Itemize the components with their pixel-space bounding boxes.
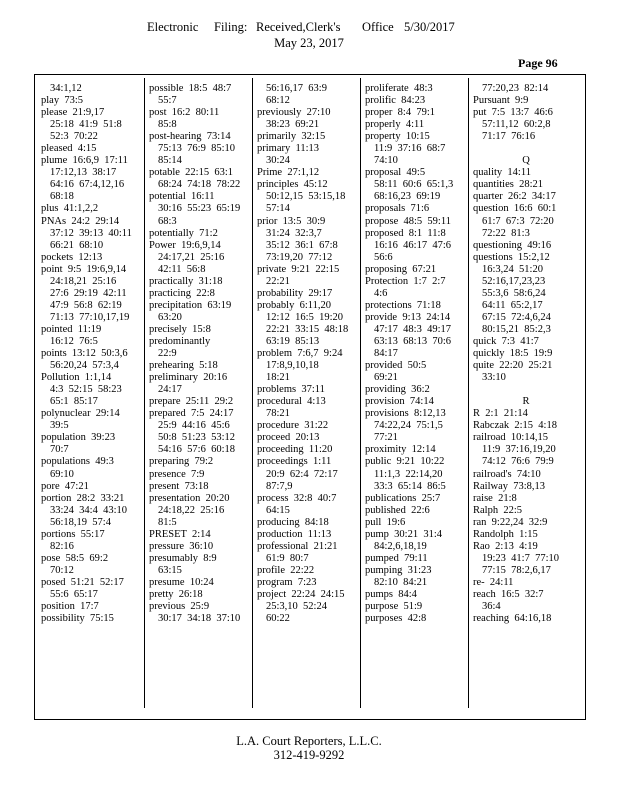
index-entry-continuation: 67:15 72:4,6,24 — [482, 311, 551, 323]
index-entry: portion 28:2 33:21 — [41, 492, 125, 504]
index-entry-continuation: 55:7 — [158, 95, 177, 107]
index-entry: proceed 20:13 — [257, 432, 320, 444]
stamp-filing: Filing: — [214, 20, 248, 34]
index-entry: pressure 36:10 — [149, 540, 214, 552]
index-entry-continuation: 54:16 57:6 60:18 — [158, 444, 236, 456]
index-entry-continuation: 35:12 36:1 67:8 — [266, 239, 338, 251]
index-entry: potential 16:11 — [149, 191, 215, 203]
index-entry: private 9:21 22:15 — [257, 263, 340, 275]
index-entry-continuation: 16:16 46:17 47:6 — [374, 239, 452, 251]
index-entry: Prime 27:1,12 — [257, 167, 320, 179]
index-entry: PRESET 2:14 — [149, 528, 211, 540]
index-entry: principles 45:12 — [257, 179, 328, 191]
index-entry: probably 6:11,20 — [257, 299, 331, 311]
index-entry: quality 14:11 — [473, 167, 531, 179]
index-entry: provide 9:13 24:14 — [365, 311, 451, 323]
index-entry-continuation: 80:15,21 85:2,3 — [482, 323, 551, 335]
index-letter-heading: Q — [522, 155, 530, 167]
index-entry-continuation: 24:18,21 25:16 — [50, 275, 117, 287]
index-entry: predominantly — [149, 335, 211, 347]
index-entry: raise 21:8 — [473, 492, 517, 504]
index-entry-continuation: 68:12 — [266, 95, 290, 107]
index-entry: reach 16:5 32:7 — [473, 588, 544, 600]
index-entry: pose 58:5 69:2 — [41, 552, 109, 564]
index-entry: R 2:1 21:14 — [473, 408, 528, 420]
index-entry: project 22:24 24:15 — [257, 588, 345, 600]
index-entry: PNAs 24:2 29:14 — [41, 215, 120, 227]
index-entry-continuation: 63:20 — [158, 311, 182, 323]
index-entry-continuation: 60:22 — [266, 613, 290, 625]
index-entry: prehearing 5:18 — [149, 360, 218, 372]
index-entry: pretty 26:18 — [149, 588, 203, 600]
index-entry-continuation: 63:19 85:13 — [266, 335, 320, 347]
index-entry: posed 51:21 52:17 — [41, 576, 124, 588]
index-entry-continuation: 20:9 62:4 72:17 — [266, 468, 338, 480]
index-entry: procedural 4:13 — [257, 396, 326, 408]
stamp-office: Office — [362, 20, 394, 34]
index-entry-continuation: 30:16 55:23 65:19 — [158, 203, 241, 215]
index-entry: preparing 79:2 — [149, 456, 214, 468]
index-entry-continuation: 70:7 — [50, 444, 69, 456]
index-entry: producing 84:18 — [257, 516, 329, 528]
index-entry: population 39:23 — [41, 432, 116, 444]
index-entry-continuation: 4:3 52:15 58:23 — [50, 384, 122, 396]
index-entry-continuation: 24:18,22 25:16 — [158, 504, 225, 516]
index-entry-continuation: 50:12,15 53:15,18 — [266, 191, 346, 203]
index-entry-continuation: 75:13 76:9 85:10 — [158, 143, 236, 155]
index-entry-continuation: 24:17,21 25:16 — [158, 251, 225, 263]
index-entry: point 9:5 19:6,9,14 — [41, 263, 127, 275]
index-entry: quickly 18:5 19:9 — [473, 348, 553, 360]
index-entry-continuation: 57:11,12 60:2,8 — [482, 119, 551, 131]
index-entry-continuation: 84:2,6,18,19 — [374, 540, 427, 552]
index-entry-continuation: 87:7,9 — [266, 480, 293, 492]
index-entry-continuation: 55:3,6 58:6,24 — [482, 287, 546, 299]
index-entry-continuation: 63:13 68:13 70:6 — [374, 335, 452, 347]
index-entry-continuation: 66:21 68:10 — [50, 239, 104, 251]
index-entry: problem 7:6,7 9:24 — [257, 348, 343, 360]
blank-line — [473, 143, 579, 155]
index-entry: purposes 42:8 — [365, 613, 427, 625]
stamp-electronic: Electronic — [147, 20, 199, 34]
index-entry: preliminary 20:16 — [149, 372, 228, 384]
index-entry: polynuclear 29:14 — [41, 408, 120, 420]
index-entry-continuation: 58:11 60:6 65:1,3 — [374, 179, 454, 191]
index-entry: proceeding 11:20 — [257, 444, 333, 456]
index-entry: Rao 2:13 4:19 — [473, 540, 538, 552]
index-entry-continuation: 55:6 65:17 — [50, 588, 98, 600]
index-entry: potentially 71:2 — [149, 227, 218, 239]
index-entry-continuation: 68:18 — [50, 191, 74, 203]
index-entry: problems 37:11 — [257, 384, 325, 396]
index-entry: procedure 31:22 — [257, 420, 329, 432]
transcript-date: May 23, 2017 — [274, 36, 344, 50]
index-entry: protections 71:18 — [365, 299, 441, 311]
index-entry-continuation: 82:16 — [50, 540, 74, 552]
index-entry: prepare 25:11 29:2 — [149, 396, 234, 408]
index-entry: proliferate 48:3 — [365, 83, 433, 94]
index-entry-continuation: 16:3,24 51:20 — [482, 263, 543, 275]
index-entry: proposing 67:21 — [365, 263, 437, 275]
index-column-2 — [149, 83, 249, 625]
index-entry: re- 24:11 — [473, 576, 514, 588]
index-entry-continuation: 57:14 — [266, 203, 290, 215]
index-entry-continuation: 22:21 33:15 48:18 — [266, 323, 349, 335]
index-entry: position 17:7 — [41, 601, 99, 613]
index-entry: practically 31:18 — [149, 275, 223, 287]
index-entry: present 73:18 — [149, 480, 209, 492]
index-entry-continuation: 81:5 — [158, 516, 177, 528]
index-entry: previous 25:9 — [149, 601, 210, 613]
index-entry-continuation: 68:3 — [158, 215, 177, 227]
index-entry: proposed 8:1 11:8 — [365, 227, 446, 239]
index-entry-continuation: 56:18,19 57:4 — [50, 516, 111, 528]
index-entry: presentation 20:20 — [149, 492, 230, 504]
index-entry-continuation: 82:10 84:21 — [374, 576, 428, 588]
index-entry: plume 16:6,9 17:11 — [41, 155, 128, 167]
index-entry: publications 25:7 — [365, 492, 441, 504]
index-entry: pull 19:6 — [365, 516, 406, 528]
index-entry: please 21:9,17 — [41, 107, 105, 119]
column-divider — [252, 78, 253, 708]
index-entry-continuation: 16:12 76:5 — [50, 335, 98, 347]
index-entry: presumably 8:9 — [149, 552, 217, 564]
index-entry-continuation: 69:10 — [50, 468, 74, 480]
index-entry-continuation: 11:9 37:16,19,20 — [482, 444, 556, 456]
index-entry-continuation: 65:1 85:17 — [50, 396, 98, 408]
index-entry-continuation: 30:17 34:18 37:10 — [158, 613, 241, 625]
index-entry-continuation: 19:23 41:7 77:10 — [482, 552, 560, 564]
index-entry-continuation: 24:17 — [158, 384, 182, 396]
index-entry-continuation: 74:12 76:6 79:9 — [482, 456, 554, 468]
index-entry: pumping 31:23 — [365, 564, 432, 576]
index-entry-continuation: 17:12,13 38:17 — [50, 167, 117, 179]
index-entry-continuation: 64:15 — [266, 504, 290, 516]
index-entry: potable 22:15 63:1 — [149, 167, 233, 179]
index-entry-continuation: 4:6 — [374, 287, 388, 299]
column-divider — [144, 78, 145, 708]
index-entry: quick 7:3 41:7 — [473, 335, 539, 347]
index-entry-continuation: 85:14 — [158, 155, 182, 167]
index-entry: proposals 71:6 — [365, 203, 430, 215]
index-entry: provision 74:14 — [365, 396, 434, 408]
index-entry-continuation: 56:6 — [374, 251, 393, 263]
index-entry-continuation: 27:6 29:19 42:11 — [50, 287, 127, 299]
index-entry-continuation: 64:11 65:2,17 — [482, 299, 543, 311]
index-entry: points 13:12 50:3,6 — [41, 348, 128, 360]
index-entry-continuation: 22:9 — [158, 348, 177, 360]
index-entry: primarily 32:15 — [257, 131, 326, 143]
reporter-phone: 312-419-9292 — [273, 748, 345, 762]
index-entry: pump 30:21 31:4 — [365, 528, 443, 540]
index-entry-continuation: 72:22 81:3 — [482, 227, 530, 239]
index-entry: provisions 8:12,13 — [365, 408, 446, 420]
index-entry: populations 49:3 — [41, 456, 114, 468]
index-entry: previously 27:10 — [257, 107, 331, 119]
index-entry-continuation: 12:12 16:5 19:20 — [266, 311, 344, 323]
index-entry: program 7:23 — [257, 576, 317, 588]
index-entry-continuation: 38:23 69:21 — [266, 119, 320, 131]
blank-line — [473, 384, 579, 396]
index-entry: process 32:8 40:7 — [257, 492, 337, 504]
index-entry-continuation: 68:24 74:18 78:22 — [158, 179, 241, 191]
index-entry: questioning 49:16 — [473, 239, 552, 251]
index-entry: proximity 12:14 — [365, 444, 436, 456]
index-entry: question 16:6 60:1 — [473, 203, 557, 215]
index-entry-continuation: 33:3 65:14 86:5 — [374, 480, 446, 492]
index-entry-continuation: 77:15 78:2,6,17 — [482, 564, 551, 576]
index-entry: profile 22:22 — [257, 564, 315, 576]
index-entry-continuation: 85:8 — [158, 119, 177, 131]
index-entry-continuation: 25:18 41:9 51:8 — [50, 119, 122, 131]
index-entry: pointed 11:19 — [41, 323, 102, 335]
index-entry: public 9:21 10:22 — [365, 456, 445, 468]
index-entry: production 11:13 — [257, 528, 332, 540]
index-entry-continuation: 25:9 44:16 45:6 — [158, 420, 230, 432]
index-column-4 — [365, 83, 465, 625]
index-entry-continuation: 25:3,10 52:24 — [266, 601, 327, 613]
index-entry: pumps 84:4 — [365, 588, 417, 600]
index-entry-continuation: 74:22,24 75:1,5 — [374, 420, 443, 432]
index-entry: practicing 22:8 — [149, 287, 215, 299]
index-entry: play 73:5 — [41, 95, 83, 107]
index-entry: Randolph 1:15 — [473, 528, 538, 540]
index-entry: pleased 4:15 — [41, 143, 97, 155]
index-entry-continuation: 36:4 — [482, 601, 501, 613]
index-entry: probability 29:17 — [257, 287, 333, 299]
index-entry: published 22:6 — [365, 504, 430, 516]
index-entry: quarter 26:2 34:17 — [473, 191, 556, 203]
index-entry: properly 4:11 — [365, 119, 425, 131]
index-entry-continuation: 11:1,3 22:14,20 — [374, 468, 443, 480]
index-entry: quantities 28:21 — [473, 179, 543, 191]
index-entry: precisely 15:8 — [149, 323, 211, 335]
index-entry-continuation: 71:13 77:10,17,19 — [50, 311, 130, 323]
index-entry-continuation: 22:21 — [266, 275, 290, 287]
index-entry: prolific 84:23 — [365, 95, 426, 107]
index-letter-heading: R — [522, 396, 530, 408]
index-entry: pore 47:21 — [41, 480, 89, 492]
index-entry-continuation: 78:21 — [266, 408, 290, 420]
index-entry-continuation: 47:17 48:3 49:17 — [374, 323, 452, 335]
index-entry: ran 9:22,24 32:9 — [473, 516, 548, 528]
index-entry-continuation: 77:21 — [374, 432, 398, 444]
index-entry-continuation: 64:16 67:4,12,16 — [50, 179, 125, 191]
index-entry: purpose 51:9 — [365, 601, 423, 613]
index-entry-continuation: 39:5 — [50, 420, 69, 432]
index-entry: prior 13:5 30:9 — [257, 215, 326, 227]
index-entry: property 10:15 — [365, 131, 430, 143]
index-entry-continuation: 73:19,20 77:12 — [266, 251, 333, 263]
index-entry: pockets 12:13 — [41, 251, 103, 263]
index-entry-continuation: 61:7 67:3 72:20 — [482, 215, 554, 227]
index-entry: reaching 64:16,18 — [473, 613, 552, 625]
column-divider — [360, 78, 361, 708]
index-entry-continuation: 37:12 39:13 40:11 — [50, 227, 132, 239]
index-entry: post-hearing 73:14 — [149, 131, 231, 143]
index-entry-continuation: 18:21 — [266, 372, 290, 384]
page-number: Page 96 — [518, 56, 558, 70]
index-entry-continuation: 52:3 70:22 — [50, 131, 98, 143]
index-entry-continuation: 70:12 — [50, 564, 74, 576]
index-entry-continuation: 50:8 51:23 53:12 — [158, 432, 236, 444]
index-entry-continuation: 56:16,17 63:9 — [266, 83, 327, 94]
index-entry: Railway 73:8,13 — [473, 480, 546, 492]
index-entry-continuation: 33:24 34:4 43:10 — [50, 504, 128, 516]
index-entry-continuation: 71:17 76:16 — [482, 131, 536, 143]
index-entry: proceedings 1:11 — [257, 456, 332, 468]
index-column-1 — [41, 83, 141, 625]
index-entry: Pursuant 9:9 — [473, 95, 529, 107]
index-entry-continuation: 68:16,23 69:19 — [374, 191, 441, 203]
index-entry: Pollution 1:1,14 — [41, 372, 112, 384]
stamp-date: 5/30/2017 — [404, 20, 455, 34]
index-entry: Power 19:6,9,14 — [149, 239, 221, 251]
index-entry: put 7:5 13:7 46:6 — [473, 107, 553, 119]
index-entry-continuation: 42:11 56:8 — [158, 263, 206, 275]
index-entry: possibility 75:15 — [41, 613, 114, 625]
index-entry-continuation: 52:16,17,23,23 — [482, 275, 546, 287]
index-entry: primary 11:13 — [257, 143, 320, 155]
index-entry-continuation: 61:9 80:7 — [266, 552, 309, 564]
index-entry: presume 10:24 — [149, 576, 214, 588]
index-entry-continuation: 47:9 56:8 62:19 — [50, 299, 122, 311]
index-entry: proper 8:4 79:1 — [365, 107, 435, 119]
index-entry: Rabczak 2:15 4:18 — [473, 420, 557, 432]
column-divider — [468, 78, 469, 708]
index-entry-continuation: 74:10 — [374, 155, 398, 167]
index-entry-continuation: 33:10 — [482, 372, 506, 384]
index-entry: quite 22:20 25:21 — [473, 360, 553, 372]
index-entry: proposal 49:5 — [365, 167, 426, 179]
reporter-company: L.A. Court Reporters, L.L.C. — [236, 734, 382, 748]
index-entry: railroad's 74:10 — [473, 468, 541, 480]
index-entry: questions 15:2,12 — [473, 251, 550, 263]
index-entry: Protection 1:7 2:7 — [365, 275, 446, 287]
index-entry-continuation: 69:21 — [374, 372, 398, 384]
index-entry: propose 48:5 59:11 — [365, 215, 451, 227]
index-entry-continuation: 84:17 — [374, 348, 398, 360]
index-entry: plus 41:1,2,2 — [41, 203, 99, 215]
index-entry-continuation: 34:1,12 — [50, 83, 82, 94]
index-entry-continuation: 63:15 — [158, 564, 182, 576]
index-entry: professional 21:21 — [257, 540, 338, 552]
index-entry: Ralph 22:5 — [473, 504, 522, 516]
stamp-received: Received,Clerk's — [256, 20, 341, 34]
index-entry: post 16:2 80:11 — [149, 107, 220, 119]
index-entry-continuation: 17:8,9,10,18 — [266, 360, 319, 372]
index-entry: presence 7:9 — [149, 468, 205, 480]
index-entry-continuation: 56:20,24 57:3,4 — [50, 360, 119, 372]
index-entry-continuation: 77:20,23 82:14 — [482, 83, 549, 94]
index-entry: portions 55:17 — [41, 528, 105, 540]
index-column-5 — [473, 83, 579, 625]
index-entry: possible 18:5 48:7 — [149, 83, 232, 94]
index-entry: providing 36:2 — [365, 384, 430, 396]
index-column-3 — [257, 83, 357, 625]
index-entry: railroad 10:14,15 — [473, 432, 548, 444]
index-entry: pumped 79:11 — [365, 552, 428, 564]
index-entry: provided 50:5 — [365, 360, 427, 372]
index-entry-continuation: 30:24 — [266, 155, 290, 167]
index-entry: prepared 7:5 24:17 — [149, 408, 234, 420]
index-entry: precipitation 63:19 — [149, 299, 232, 311]
index-entry-continuation: 11:9 37:16 68:7 — [374, 143, 446, 155]
index-entry-continuation: 31:24 32:3,7 — [266, 227, 322, 239]
